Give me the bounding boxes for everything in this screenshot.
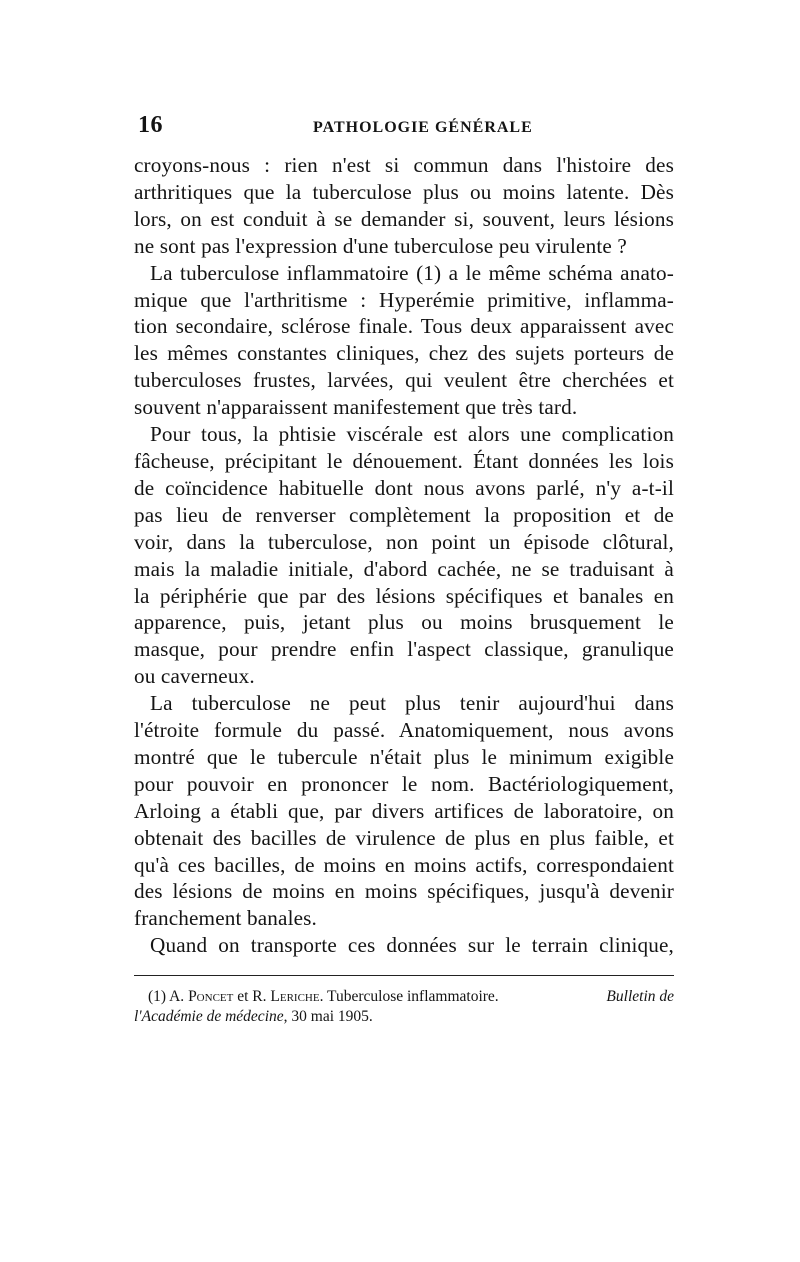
conjunction: et [237, 988, 249, 1005]
journal-title: Bulletin de [606, 988, 674, 1005]
text-line: masque, pour prendre enfin l'aspect classique, granulique [134, 637, 674, 662]
text-line: arthritiques que la tuberculose plus ou moins latente. Dès [134, 179, 674, 204]
footnote-date: , 30 mai 1905. [283, 1008, 373, 1025]
author-name: Leriche [270, 988, 320, 1005]
text-line: la périphérie que par des lésions spécifiques et banales en [134, 583, 674, 608]
text-line: ne sont pas l'expression d'une tuberculose peu virulente ? [134, 233, 627, 258]
page-number: 16 [138, 112, 163, 138]
footnote-rule [134, 975, 674, 976]
text-line: apparence, puis, jetant plus ou moins brusquement le [134, 610, 674, 635]
text-line: pas lieu de renverser complètement la proposition et de [134, 502, 674, 527]
paragraph [134, 690, 674, 932]
text-line: Quand on transporte ces données sur le terrain clinique, [150, 933, 674, 958]
text-line: mais la maladie initiale, d'abord cachée, ne se traduisant à [134, 556, 674, 581]
text-line: mique que l'arthritisme : Hyperémie primitive, inflamma- [134, 287, 674, 312]
article-title: . Tuberculose inflammatoire. [319, 988, 499, 1005]
journal-title: l'Académie de médecine [134, 1008, 284, 1025]
text-line: obtenait des bacilles de virulence de plus en plus faible, et [134, 825, 674, 850]
text-line: croyons-nous : rien n'est si commun dans l'histoire des [134, 153, 674, 177]
text-line: La tuberculose ne peut plus tenir aujourd'hui dans [150, 691, 674, 716]
text-line: des lésions de moins en moins spécifiques, jusqu'à devenir [134, 879, 674, 904]
author-initial: R. [252, 988, 267, 1005]
text-line: La tuberculose inflammatoire (1) a le même schéma anato- [150, 260, 674, 285]
text-line: franchement banales. [134, 906, 318, 931]
text-line: de coïncidence habituelle dont nous avons parlé, n'y a-t-il [134, 475, 674, 500]
text-line: qu'à ces bacilles, de moins en moins actifs, correspondaient [134, 852, 674, 877]
text-line: Arloing a établi que, par divers artifices de laboratoire, on [134, 798, 674, 823]
text-line: voir, dans la tuberculose, non point un épisode clôtural, [134, 529, 674, 554]
text-line: fâcheuse, précipitant le dénouement. Étant données les lois [134, 448, 674, 473]
author-name: Poncet [188, 988, 234, 1005]
text-line: les mêmes constantes cliniques, chez des sujets porteurs de [134, 341, 674, 366]
text-line: montré que le tubercule n'était plus le minimum exigible [134, 744, 674, 769]
paragraph [134, 152, 674, 260]
paragraph [134, 260, 674, 421]
paragraph [134, 421, 674, 690]
body-text [134, 152, 674, 959]
footnote-line [134, 1007, 674, 1027]
text-line: ou caverneux. [134, 664, 255, 689]
text-line: l'étroite formule du passé. Anatomiquement, nous avons [134, 718, 674, 743]
footnote-marker: (1) [148, 988, 167, 1005]
page-header [138, 112, 678, 142]
paragraph [134, 932, 674, 959]
text-line: lors, on est conduit à se demander si, souvent, leurs lésions [134, 206, 674, 231]
text-line: pour pouvoir en prononcer le nom. Bactériologiquement, [134, 771, 674, 796]
text-line: tuberculoses frustes, larvées, qui veulent être cherchées et [134, 368, 674, 393]
footnote [134, 987, 674, 1027]
footnote-line [134, 987, 674, 1007]
text-line: Pour tous, la phtisie viscérale est alors une complication [150, 422, 674, 447]
author-initial: A. [169, 988, 185, 1005]
text-line: souvent n'apparaissent manifestement que très tard. [134, 395, 578, 420]
text-line: tion secondaire, sclérose finale. Tous deux apparaissent avec [134, 314, 674, 339]
running-head: PATHOLOGIE GÉNÉRALE [313, 119, 533, 136]
